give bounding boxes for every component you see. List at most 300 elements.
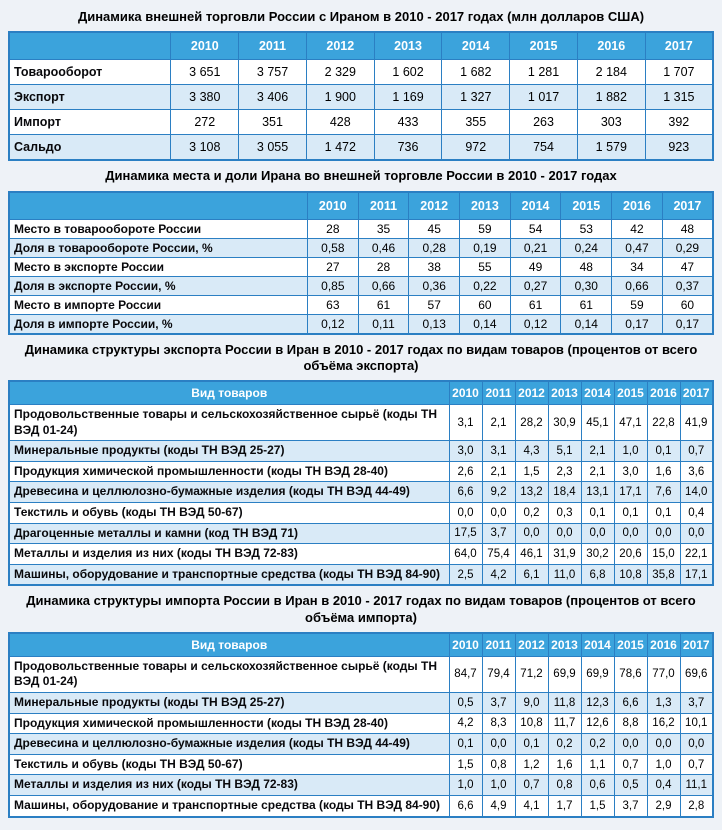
value-cell: 1 169	[374, 85, 442, 110]
value-cell: 0,7	[614, 754, 647, 775]
year-header-cell: 2012	[515, 381, 548, 405]
value-cell: 355	[442, 110, 510, 135]
value-cell: 60	[662, 295, 713, 314]
value-cell: 2,1	[581, 461, 614, 482]
value-cell: 8,8	[614, 713, 647, 734]
year-header-cell: 2014	[581, 381, 614, 405]
value-cell: 17,1	[680, 564, 713, 585]
row-label-cell: Металлы и изделия из них (коды ТН ВЭД 72-83)	[9, 544, 449, 565]
value-cell: 0,3	[548, 502, 581, 523]
value-cell: 0,2	[581, 734, 614, 755]
value-cell: 9,2	[482, 482, 515, 503]
section-import-structure	[8, 588, 714, 817]
value-cell: 1 017	[510, 85, 578, 110]
value-cell: 923	[645, 135, 713, 161]
value-cell: 63	[307, 295, 358, 314]
corner-header-cell: Вид товаров	[9, 381, 449, 405]
year-header-cell: 2014	[442, 32, 510, 60]
year-header-cell: 2012	[306, 32, 374, 60]
value-cell: 1 327	[442, 85, 510, 110]
table-title-import-structure: Динамика структуры импорта России в Иран в 2010 - 2017 годах по видам товаров (процентов от всего объёма импорта)	[26, 593, 696, 625]
table-row	[9, 775, 713, 796]
value-cell: 0,66	[358, 276, 409, 295]
value-cell: 0,0	[449, 502, 482, 523]
value-cell: 17,1	[614, 482, 647, 503]
value-cell: 6,6	[449, 796, 482, 817]
value-cell: 3 406	[239, 85, 307, 110]
value-cell: 0,66	[612, 276, 663, 295]
row-label-cell: Продукция химической промышленности (коды ТН ВЭД 28-40)	[9, 713, 449, 734]
value-cell: 6,1	[515, 564, 548, 585]
value-cell: 0,0	[482, 734, 515, 755]
value-cell: 69,6	[680, 656, 713, 692]
value-cell: 84,7	[449, 656, 482, 692]
value-cell: 0,4	[647, 775, 680, 796]
row-label-cell: Текстиль и обувь (коды ТН ВЭД 50-67)	[9, 502, 449, 523]
value-cell: 2,9	[647, 796, 680, 817]
value-cell: 3,7	[482, 523, 515, 544]
value-cell: 4,1	[515, 796, 548, 817]
value-cell: 263	[510, 110, 578, 135]
row-label-cell: Доля в импорте России, %	[9, 314, 307, 334]
value-cell: 433	[374, 110, 442, 135]
value-cell: 13,2	[515, 482, 548, 503]
value-cell: 11,1	[680, 775, 713, 796]
table-row	[9, 693, 713, 714]
value-cell: 0,21	[510, 238, 561, 257]
year-header-cell: 2011	[358, 192, 409, 220]
table-row	[9, 502, 713, 523]
value-cell: 1,0	[482, 775, 515, 796]
table-row	[9, 656, 713, 692]
value-cell: 2 184	[577, 60, 645, 85]
year-header-cell: 2017	[662, 192, 713, 220]
table-row	[9, 295, 713, 314]
table-row	[9, 544, 713, 565]
value-cell: 0,36	[409, 276, 460, 295]
import-structure-table	[8, 632, 714, 818]
table-row	[9, 796, 713, 817]
header-row	[9, 633, 713, 657]
value-cell: 30,2	[581, 544, 614, 565]
value-cell: 0,1	[647, 441, 680, 462]
value-cell: 0,6	[581, 775, 614, 796]
value-cell: 0,0	[515, 523, 548, 544]
row-label-cell: Доля в экспорте России, %	[9, 276, 307, 295]
value-cell: 7,6	[647, 482, 680, 503]
value-cell: 6,8	[581, 564, 614, 585]
value-cell: 0,8	[548, 775, 581, 796]
value-cell: 0,37	[662, 276, 713, 295]
value-cell: 1 682	[442, 60, 510, 85]
value-cell: 10,8	[614, 564, 647, 585]
value-cell: 8,3	[482, 713, 515, 734]
value-cell: 20,6	[614, 544, 647, 565]
value-cell: 0,2	[548, 734, 581, 755]
value-cell: 1 315	[645, 85, 713, 110]
value-cell: 972	[442, 135, 510, 161]
value-cell: 1 900	[306, 85, 374, 110]
value-cell: 48	[561, 257, 612, 276]
year-header-cell: 2014	[581, 633, 614, 657]
row-label-cell: Драгоценные металлы и камни (код ТН ВЭД 71)	[9, 523, 449, 544]
year-header-cell: 2011	[482, 381, 515, 405]
value-cell: 0,14	[460, 314, 511, 334]
value-cell: 351	[239, 110, 307, 135]
row-label-cell: Импорт	[9, 110, 171, 135]
corner-header-cell	[9, 192, 307, 220]
row-label-cell: Продовольственные товары и сельскохозяйственное сырьё (коды ТН ВЭД 01-24)	[9, 405, 449, 441]
year-header-cell: 2017	[680, 381, 713, 405]
table-row	[9, 734, 713, 755]
year-header-cell: 2010	[449, 633, 482, 657]
year-header-cell: 2017	[680, 633, 713, 657]
value-cell: 15,0	[647, 544, 680, 565]
value-cell: 79,4	[482, 656, 515, 692]
value-cell: 1,0	[647, 754, 680, 775]
value-cell: 1,5	[515, 461, 548, 482]
year-header-cell: 2011	[239, 32, 307, 60]
value-cell: 0,58	[307, 238, 358, 257]
table-row	[9, 257, 713, 276]
value-cell: 0,1	[449, 734, 482, 755]
value-cell: 3,6	[680, 461, 713, 482]
value-cell: 0,8	[482, 754, 515, 775]
value-cell: 18,4	[548, 482, 581, 503]
value-cell: 736	[374, 135, 442, 161]
value-cell: 0,7	[680, 441, 713, 462]
year-header-cell: 2010	[171, 32, 239, 60]
table-row	[9, 219, 713, 238]
value-cell: 3 651	[171, 60, 239, 85]
value-cell: 5,1	[548, 441, 581, 462]
table-title-place-share: Динамика места и доли Ирана во внешней торговле России в 2010 - 2017 годах	[105, 168, 617, 184]
year-header-cell: 2013	[548, 633, 581, 657]
value-cell: 0,4	[680, 502, 713, 523]
value-cell: 77,0	[647, 656, 680, 692]
value-cell: 47,1	[614, 405, 647, 441]
value-cell: 2,5	[449, 564, 482, 585]
table-row	[9, 276, 713, 295]
section-place-share-dynamics	[8, 163, 714, 334]
row-label-cell: Минеральные продукты (коды ТН ВЭД 25-27)	[9, 441, 449, 462]
value-cell: 3 108	[171, 135, 239, 161]
value-cell: 0,1	[647, 502, 680, 523]
value-cell: 53	[561, 219, 612, 238]
foreign-trade-table	[8, 31, 714, 161]
value-cell: 3,0	[614, 461, 647, 482]
table-row	[9, 441, 713, 462]
value-cell: 3,1	[482, 441, 515, 462]
value-cell: 0,0	[548, 523, 581, 544]
year-header-cell: 2013	[548, 381, 581, 405]
value-cell: 30,9	[548, 405, 581, 441]
row-label-cell: Минеральные продукты (коды ТН ВЭД 25-27)	[9, 693, 449, 714]
row-label-cell: Экспорт	[9, 85, 171, 110]
table-row	[9, 85, 713, 110]
section-export-structure	[8, 337, 714, 587]
value-cell: 28	[307, 219, 358, 238]
value-cell: 35,8	[647, 564, 680, 585]
value-cell: 0,5	[449, 693, 482, 714]
value-cell: 1,0	[614, 441, 647, 462]
value-cell: 22,8	[647, 405, 680, 441]
value-cell: 69,9	[548, 656, 581, 692]
year-header-cell: 2013	[460, 192, 511, 220]
table-row	[9, 461, 713, 482]
table-row	[9, 713, 713, 734]
value-cell: 35	[358, 219, 409, 238]
year-header-cell: 2016	[647, 381, 680, 405]
row-label-cell: Древесина и целлюлозно-бумажные изделия (коды ТН ВЭД 44-49)	[9, 734, 449, 755]
value-cell: 71,2	[515, 656, 548, 692]
value-cell: 10,8	[515, 713, 548, 734]
value-cell: 0,29	[662, 238, 713, 257]
year-header-cell: 2010	[449, 381, 482, 405]
value-cell: 22,1	[680, 544, 713, 565]
value-cell: 11,8	[548, 693, 581, 714]
year-header-cell: 2015	[614, 633, 647, 657]
value-cell: 0,0	[482, 502, 515, 523]
header-row	[9, 381, 713, 405]
table-row	[9, 523, 713, 544]
value-cell: 3,7	[680, 693, 713, 714]
value-cell: 0,2	[515, 502, 548, 523]
table-row	[9, 405, 713, 441]
value-cell: 0,11	[358, 314, 409, 334]
value-cell: 54	[510, 219, 561, 238]
value-cell: 3 055	[239, 135, 307, 161]
value-cell: 2,1	[581, 441, 614, 462]
table-title-foreign-trade: Динамика внешней торговли России с Ираном в 2010 - 2017 годах (млн долларов США)	[77, 9, 645, 24]
value-cell: 2 329	[306, 60, 374, 85]
year-header-cell: 2011	[482, 633, 515, 657]
value-cell: 16,2	[647, 713, 680, 734]
value-cell: 61	[510, 295, 561, 314]
value-cell: 1 579	[577, 135, 645, 161]
value-cell: 0,7	[515, 775, 548, 796]
year-header-cell: 2016	[577, 32, 645, 60]
value-cell: 0,30	[561, 276, 612, 295]
value-cell: 3,7	[482, 693, 515, 714]
row-label-cell: Древесина и целлюлозно-бумажные изделия (коды ТН ВЭД 44-49)	[9, 482, 449, 503]
year-header-cell: 2014	[510, 192, 561, 220]
value-cell: 48	[662, 219, 713, 238]
row-label-cell: Продукция химической промышленности (коды ТН ВЭД 28-40)	[9, 461, 449, 482]
row-label-cell: Место в экспорте России	[9, 257, 307, 276]
value-cell: 3,7	[614, 796, 647, 817]
value-cell: 28,2	[515, 405, 548, 441]
export-structure-table	[8, 380, 714, 586]
value-cell: 1 602	[374, 60, 442, 85]
value-cell: 754	[510, 135, 578, 161]
table-row	[9, 110, 713, 135]
value-cell: 0,14	[561, 314, 612, 334]
value-cell: 6,6	[449, 482, 482, 503]
value-cell: 55	[460, 257, 511, 276]
year-header-cell: 2017	[645, 32, 713, 60]
row-label-cell: Текстиль и обувь (коды ТН ВЭД 50-67)	[9, 754, 449, 775]
value-cell: 1,7	[548, 796, 581, 817]
year-header-cell: 2010	[307, 192, 358, 220]
section-foreign-trade-dynamics	[8, 4, 714, 161]
value-cell: 28	[358, 257, 409, 276]
value-cell: 392	[645, 110, 713, 135]
value-cell: 1 281	[510, 60, 578, 85]
table-row	[9, 754, 713, 775]
row-label-cell: Место в импорте России	[9, 295, 307, 314]
value-cell: 0,0	[647, 523, 680, 544]
value-cell: 1,0	[449, 775, 482, 796]
value-cell: 0,0	[680, 523, 713, 544]
value-cell: 3 380	[171, 85, 239, 110]
row-label-cell: Машины, оборудование и транспортные средства (коды ТН ВЭД 84-90)	[9, 796, 449, 817]
header-row	[9, 192, 713, 220]
value-cell: 3 757	[239, 60, 307, 85]
row-label-cell: Машины, оборудование и транспортные средства (коды ТН ВЭД 84-90)	[9, 564, 449, 585]
row-label-cell: Продовольственные товары и сельскохозяйственное сырьё (коды ТН ВЭД 01-24)	[9, 656, 449, 692]
value-cell: 272	[171, 110, 239, 135]
value-cell: 0,1	[581, 502, 614, 523]
value-cell: 12,6	[581, 713, 614, 734]
value-cell: 0,17	[612, 314, 663, 334]
value-cell: 38	[409, 257, 460, 276]
year-header-cell: 2015	[561, 192, 612, 220]
table-row	[9, 135, 713, 161]
value-cell: 2,8	[680, 796, 713, 817]
value-cell: 11,7	[548, 713, 581, 734]
value-cell: 2,3	[548, 461, 581, 482]
value-cell: 13,1	[581, 482, 614, 503]
value-cell: 1 882	[577, 85, 645, 110]
value-cell: 42	[612, 219, 663, 238]
value-cell: 1,6	[647, 461, 680, 482]
value-cell: 4,2	[482, 564, 515, 585]
value-cell: 0,46	[358, 238, 409, 257]
value-cell: 0,0	[647, 734, 680, 755]
value-cell: 4,3	[515, 441, 548, 462]
value-cell: 0,12	[510, 314, 561, 334]
row-label-cell: Металлы и изделия из них (коды ТН ВЭД 72-83)	[9, 775, 449, 796]
value-cell: 57	[409, 295, 460, 314]
value-cell: 1,5	[581, 796, 614, 817]
value-cell: 3,1	[449, 405, 482, 441]
value-cell: 0,27	[510, 276, 561, 295]
value-cell: 69,9	[581, 656, 614, 692]
value-cell: 0,5	[614, 775, 647, 796]
year-header-cell: 2015	[510, 32, 578, 60]
value-cell: 0,22	[460, 276, 511, 295]
value-cell: 45,1	[581, 405, 614, 441]
value-cell: 59	[612, 295, 663, 314]
value-cell: 0,24	[561, 238, 612, 257]
value-cell: 0,17	[662, 314, 713, 334]
year-header-cell: 2015	[614, 381, 647, 405]
value-cell: 0,0	[614, 523, 647, 544]
value-cell: 0,0	[614, 734, 647, 755]
value-cell: 6,6	[614, 693, 647, 714]
value-cell: 31,9	[548, 544, 581, 565]
value-cell: 78,6	[614, 656, 647, 692]
corner-header-cell: Вид товаров	[9, 633, 449, 657]
value-cell: 0,47	[612, 238, 663, 257]
value-cell: 75,4	[482, 544, 515, 565]
value-cell: 11,0	[548, 564, 581, 585]
value-cell: 0,13	[409, 314, 460, 334]
row-label-cell: Сальдо	[9, 135, 171, 161]
value-cell: 2,1	[482, 461, 515, 482]
header-row	[9, 32, 713, 60]
value-cell: 61	[561, 295, 612, 314]
value-cell: 45	[409, 219, 460, 238]
value-cell: 1,5	[449, 754, 482, 775]
value-cell: 0,19	[460, 238, 511, 257]
value-cell: 0,0	[581, 523, 614, 544]
value-cell: 2,6	[449, 461, 482, 482]
value-cell: 60	[460, 295, 511, 314]
table-title-export-structure: Динамика структуры экспорта России в Иран в 2010 - 2017 годах по видам товаров (процентов от всего объёма экспорта)	[24, 341, 698, 373]
table-row	[9, 60, 713, 85]
value-cell: 1 707	[645, 60, 713, 85]
row-label-cell: Доля в товарообороте России, %	[9, 238, 307, 257]
table-row	[9, 238, 713, 257]
year-header-cell: 2012	[515, 633, 548, 657]
year-header-cell: 2016	[612, 192, 663, 220]
year-header-cell: 2016	[647, 633, 680, 657]
value-cell: 1,1	[581, 754, 614, 775]
value-cell: 4,9	[482, 796, 515, 817]
value-cell: 303	[577, 110, 645, 135]
table-row	[9, 564, 713, 585]
value-cell: 34	[612, 257, 663, 276]
value-cell: 14,0	[680, 482, 713, 503]
value-cell: 0,1	[614, 502, 647, 523]
value-cell: 9,0	[515, 693, 548, 714]
table-row	[9, 314, 713, 334]
value-cell: 1,6	[548, 754, 581, 775]
value-cell: 1,2	[515, 754, 548, 775]
value-cell: 46,1	[515, 544, 548, 565]
value-cell: 64,0	[449, 544, 482, 565]
value-cell: 0,0	[680, 734, 713, 755]
table-row	[9, 482, 713, 503]
value-cell: 12,3	[581, 693, 614, 714]
year-header-cell: 2012	[409, 192, 460, 220]
value-cell: 2,1	[482, 405, 515, 441]
value-cell: 41,9	[680, 405, 713, 441]
value-cell: 61	[358, 295, 409, 314]
value-cell: 1 472	[306, 135, 374, 161]
value-cell: 27	[307, 257, 358, 276]
value-cell: 1,3	[647, 693, 680, 714]
value-cell: 59	[460, 219, 511, 238]
value-cell: 0,1	[515, 734, 548, 755]
value-cell: 0,85	[307, 276, 358, 295]
row-label-cell: Место в товарообороте России	[9, 219, 307, 238]
value-cell: 49	[510, 257, 561, 276]
value-cell: 428	[306, 110, 374, 135]
row-label-cell: Товарооборот	[9, 60, 171, 85]
year-header-cell: 2013	[374, 32, 442, 60]
place-share-table	[8, 191, 714, 335]
value-cell: 10,1	[680, 713, 713, 734]
value-cell: 47	[662, 257, 713, 276]
value-cell: 0,7	[680, 754, 713, 775]
value-cell: 0,12	[307, 314, 358, 334]
corner-header-cell	[9, 32, 171, 60]
value-cell: 0,28	[409, 238, 460, 257]
value-cell: 17,5	[449, 523, 482, 544]
